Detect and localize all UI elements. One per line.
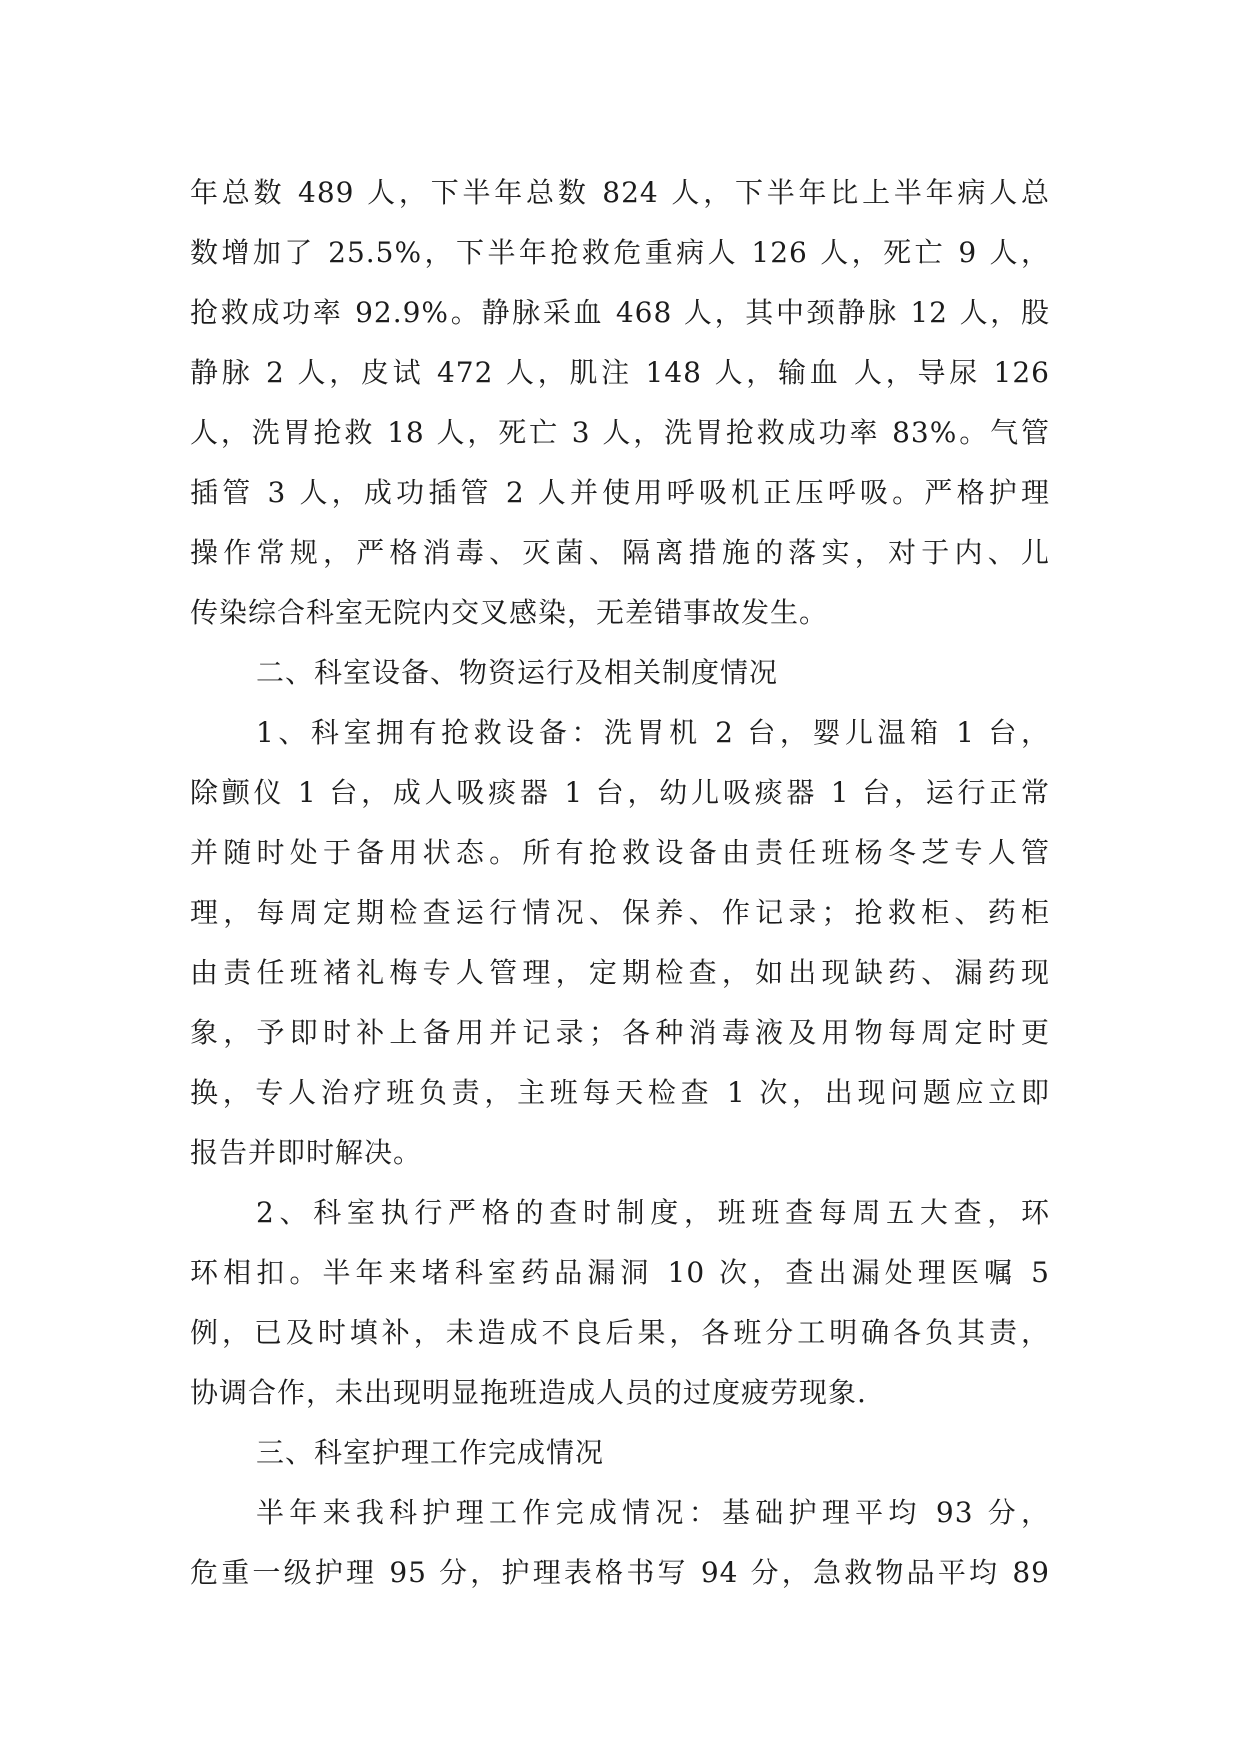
text-line: 并随时处于备用状态。所有抢救设备由责任班杨冬芝专人管 — [190, 836, 1050, 869]
text-line: 抢救成功率 92.9%。静脉采血 468 人，其中颈静脉 12 人，股 — [190, 296, 1050, 329]
text-line: 协调合作，未出现明显拖班造成人员的过度疲劳现象. — [190, 1376, 867, 1409]
text-line: 例，已及时填补，未造成不良后果，各班分工明确各负其责， — [190, 1316, 1050, 1349]
text-line: 由责任班褚礼梅专人管理，定期检查，如出现缺药、漏药现 — [190, 956, 1050, 989]
text-line: 除颤仪 1 台，成人吸痰器 1 台，幼儿吸痰器 1 台，运行正常 — [190, 776, 1050, 809]
section-heading: 三、科室护理工作完成情况 — [256, 1436, 605, 1469]
text-line: 插管 3 人，成功插管 2 人并使用呼吸机正压呼吸。严格护理 — [190, 476, 1050, 509]
text-line: 换，专人治疗班负责，主班每天检查 1 次，出现问题应立即 — [190, 1076, 1050, 1109]
text-line: 操作常规，严格消毒、灭菌、隔离措施的落实，对于内、儿 — [190, 536, 1050, 569]
text-line: 环相扣。半年来堵科室药品漏洞 10 次，查出漏处理医嘱 5 — [190, 1256, 1050, 1289]
document-body — [190, 163, 1050, 1603]
text-line: 报告并即时解决。 — [190, 1136, 423, 1169]
text-line: 数增加了 25.5%，下半年抢救危重病人 126 人，死亡 9 人， — [190, 236, 1050, 269]
text-line: 传染综合科室无院内交叉感染，无差错事故发生。 — [190, 596, 829, 629]
text-line: 年总数 489 人，下半年总数 824 人，下半年比上半年病人总 — [190, 176, 1050, 209]
text-line: 人，洗胃抢救 18 人，死亡 3 人，洗胃抢救成功率 83%。气管 — [190, 416, 1050, 449]
text-line: 半年来我科护理工作完成情况：基础护理平均 93 分， — [256, 1496, 1050, 1529]
text-line: 静脉 2 人，皮试 472 人，肌注 148 人，输血 人，导尿 126 — [190, 356, 1050, 389]
text-line: 1、科室拥有抢救设备：洗胃机 2 台，婴儿温箱 1 台， — [256, 716, 1050, 749]
text-line: 危重一级护理 95 分，护理表格书写 94 分，急救物品平均 89 — [190, 1556, 1050, 1589]
section-heading: 二、科室设备、物资运行及相关制度情况 — [256, 656, 779, 689]
text-line: 象，予即时补上备用并记录；各种消毒液及用物每周定时更 — [190, 1016, 1050, 1049]
text-line: 理，每周定期检查运行情况、保养、作记录；抢救柜、药柜 — [190, 896, 1050, 929]
text-line: 2、科室执行严格的查时制度，班班查每周五大查，环 — [256, 1196, 1050, 1229]
